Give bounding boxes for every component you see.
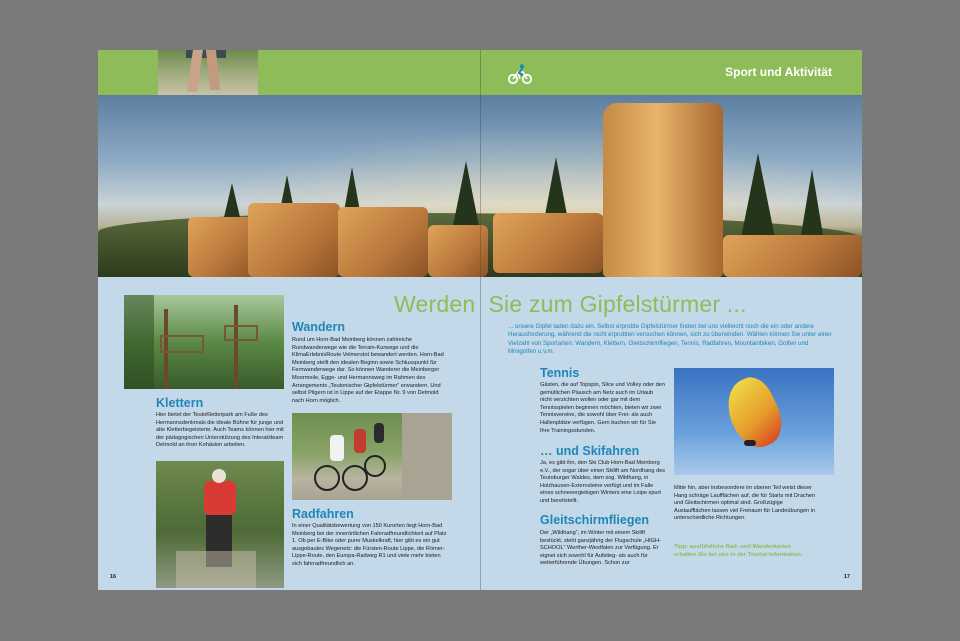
page-headline: Werden Sie zum Gipfelstürmer ... (394, 291, 747, 317)
intro-text: ... unsere Gipfel laden dazu ein. Selbst erprobte Gipfelstürmer finden bei uns vielleicht noch die ein oder andere Herausforderung, während die nicht erprobten versuchen können, sich zu überwinden. Wählen können Sie unter einer Vielzahl von Sportarten: Wandern, Klettern, Gleitschirmfliegen, Tennis, Radfahren, Mountainbiken, Golfen und Minigolfen u.v.m. (508, 323, 832, 356)
hiking-legs-photo (158, 50, 258, 95)
klettern-text: Hier bietet der TeutoKletterpark am Fuße des Hermannsdenkmals die ideale Bühne für junge und alte Kletterbegeisterte. Auch Teams können hier mit der pädagogischen Unterstützung des Interaktteam Detmold an ihrer Kohäsion arbeiten. (156, 412, 284, 449)
hiker-with-backpack-photo (156, 461, 284, 588)
mountain-bikers-photo (292, 413, 452, 500)
klettern-heading: Klettern (156, 396, 204, 410)
wandern-heading: Wandern (292, 320, 346, 334)
gleitschirm-heading: Gleitschirmfliegen (540, 513, 650, 527)
section-title: Sport und Aktivität (725, 65, 832, 79)
tennis-text: Gästen, die auf Topspin, Slice und Volley oder den gemütlichen Plausch am Netz auch im Urlaub nicht verzichten wollen oder gar mit dem Tennisspielen beginnen möchten, bieten wir zwei Tennisvereine, die sowohl über Frei- als auch Hallenplätze verfügen. Gern buchen wir für Sie Ihre Trainingsstunden. (540, 382, 665, 434)
radfahren-text: In einer Qualitätsbewertung von 150 Kurorten liegt Horn-Bad Meinberg bei der innerörtlichen Fahrradfreundlichkeit auf Platz 1. Ob per E-Bike oder purer Muskelkraft, hier gibt es ein gut ausgebautes Wegenetz: die Fürsten-Route Lippe, die Römer-Lippe-Route, den Europa-Radweg R1 und viele mehr bieten sich fahrradfreundlich an. (292, 523, 447, 567)
gleitschirm-continued-text: Mitte hin, aber insbesondere im oberen Teil weist dieser Hang schräge Laufflächen auf, die für Starts mit Drachen und Gleitschirmen optimal sind. Großzügige Auslaufflächen lassen viel Freiraum für Landeübungen in unterschiedliche Richtungen. (674, 485, 816, 522)
tip-note: Tipp: ausführliche Rad- und Wanderkarten erhalten Sie bei uns in der Tourist-Information. (674, 544, 803, 558)
radfahren-heading: Radfahren (292, 507, 354, 521)
skifahren-text: Ja, es gibt ihn, den Ski Club Horn-Bad Meinberg e.V., der sogar über einen Skilift am Nordhang des Teutoburger Waldes, dem sog. Wildhang, in Holzhausen-Externsteine verfügt und im Falle eines schneeergiebigen Winters eine Loipe spurt und bereitstellt. (540, 460, 666, 504)
climbing-park-photo (124, 295, 284, 389)
tennis-heading: Tennis (540, 366, 580, 380)
skifahren-heading: … und Skifahren (540, 444, 640, 458)
gleitschirm-text: Der „Wildhang“, im Winter mit einem Skilift bestückt, steht ganzjährig der Flugschule „HIGH-SCHOOL“ Werther-Westfalen zur Verfügung. Er eignet sich sowohl für Aufstieg- als auch für weiterführende Übungen. Schon zur (540, 530, 661, 567)
page-gutter (480, 50, 481, 590)
wandern-text: Rund um Horn-Bad Meinberg können zahlreiche Rundwanderwege wie die Terrain-Kurwege und die KlimaErlebnisRoute Velmerstot bewandert werden. Horn-Bad Meinberg stellt den idealen Beginn sowie Schlusspunkt für Fernwanderwege dar. So können Wanderer die Meinberger Moormeile, Egge- und Hermannsweg im Rahmen des Arrangements „Teutonischer Gipfelstürmer“ erwandern. Und selbst Pilgern ist in Lippe auf der Etappe Nr. 9 von Detmold nach Horn möglich. (292, 337, 444, 404)
page-number-left: 16 (110, 574, 117, 580)
page-number-right: 17 (843, 574, 850, 580)
paraglider-photo (674, 368, 834, 475)
bicycle-icon (508, 63, 532, 85)
brochure-spread (98, 50, 862, 590)
